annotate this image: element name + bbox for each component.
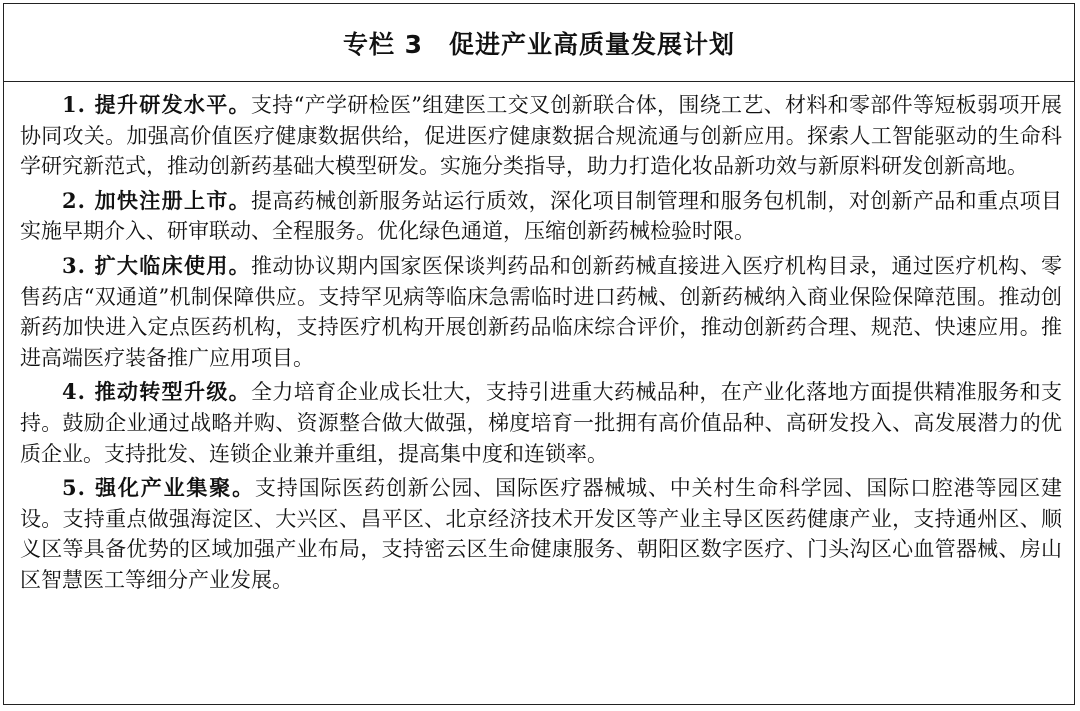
section-body: 推动协议期内国家医保谈判药品和创新药械直接进入医疗机构目录，通过医疗机构、零售药店“双通道”机制保障供应。支持罕见病等临床急需临时进口药械、创新药械纳入商业保险保障范围。推动创新药加快进入定点医药机构，支持医疗机构开展创新药品临床综合评价，推动创新药合理、规范、快速应用。推进高端医疗装备推广应用项目。 [20, 253, 1063, 370]
section-heading: 1. 提升研发水平。 [62, 92, 251, 117]
column-title [343, 25, 735, 61]
section-4 [20, 377, 1062, 469]
section-body: 支持国际医药创新公园、国际医疗器械城、中关村生命科学园、国际口腔港等园区建设。支持重点做强海淀区、大兴区、昌平区、北京经济技术开发区等产业主导区医药健康产业，支持通州区、顺义区等具备优势的区域加强产业布局，支持密云区生命健康服务、朝阳区数字医疗、门头沟区心血管器械、房山区智慧医工等细分产业发展。 [20, 476, 1062, 592]
title-bar [4, 4, 1074, 82]
section-5 [20, 473, 1062, 595]
section-body: 支持“产学研检医”组建医工交叉创新联合体，围绕工艺、材料和零部件等短板弱项开展协同攻关。加强高价值医疗健康数据供给，促进医疗健康数据合规流通与创新应用。探索人工智能驱动的生命科学研究新范式，推动创新药基础大模型研发。实施分类指导，助力打造化妆品新功效与新原料研发创新高地。 [20, 93, 1063, 179]
section-2 [20, 186, 1062, 247]
section-heading: 5. 强化产业集聚。 [62, 475, 255, 501]
section-1 [20, 90, 1062, 182]
section-heading: 2. 加快注册上市。 [62, 187, 252, 213]
section-heading: 3. 扩大临床使用。 [62, 252, 252, 278]
section-body: 提高药械创新服务站运行质效，深化项目制管理和服务包机制，对创新产品和重点项目实施早期介入、研审联动、全程服务。优化绿色通道，压缩创新药械检验时限。 [20, 188, 1063, 244]
column-box [3, 3, 1075, 705]
section-heading: 4. 推动转型升级。 [62, 379, 252, 405]
column-label: 专栏 3 [342, 29, 424, 59]
column-title-text: 促进产业高质量发展计划 [449, 29, 736, 59]
section-3 [20, 251, 1062, 373]
section-body: 全力培育企业成长壮大，支持引进重大药械品种，在产业化落地方面提供精准服务和支持。鼓励企业通过战略并购、资源整合做大做强，梯度培育一批拥有高价值品种、高研发投入、高发展潜力的优质企业。支持批发、连锁企业兼并重组，提高集中度和连锁率。 [20, 380, 1063, 466]
column-content [20, 90, 1062, 596]
